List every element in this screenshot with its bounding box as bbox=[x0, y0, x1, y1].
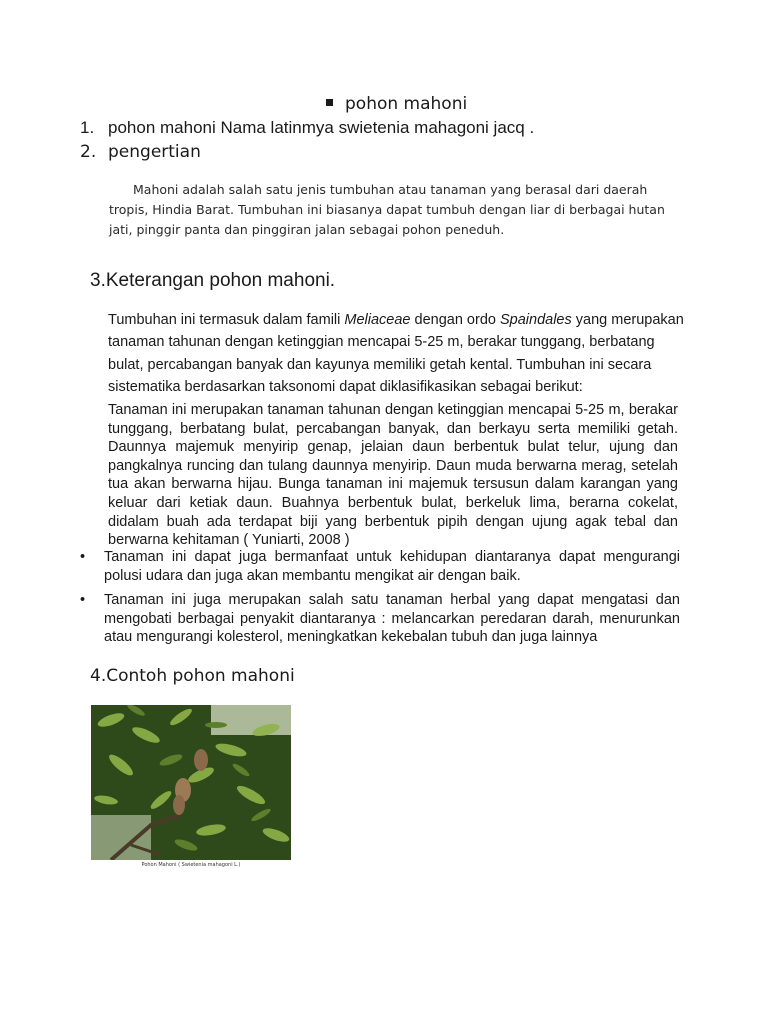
family-paragraph bbox=[108, 309, 684, 398]
photo-caption: Pohon Mahoni ( Swietenia mahagoni L.) bbox=[141, 862, 241, 868]
benefits-list bbox=[80, 548, 680, 653]
description-paragraph: Tanaman ini merupakan tanaman tahunan dengan ketinggian mencapai 5-25 m, berakar tunggang, berbatang bulat, percabangan banyak, dan berkayu serta memiliki getah. Daunnya majemuk menyirip genap, jelaian daun berbentuk bulat telur, ujung dan pangkalnya runcing dan tulang daunnya menyirip. Daun muda berwarna merag, setelah tua akan berwarna hijau. Bunga tanaman ini majemuk tersusun dalam karangan yang keluar dari ketiak daun. Buahnya berbentuk bulat, berkeluk lima, berarna cokelat, didalam buah ada terdapat biji yang berbentuk pipih dengan ujung agak tebal dan berwarna kehitaman ( Yuniarti, 2008 ) bbox=[108, 402, 678, 549]
numbered-item-1 bbox=[80, 118, 534, 138]
family-name: Meliaceae bbox=[344, 312, 411, 328]
section4-heading: 4.Contoh pohon mahoni bbox=[90, 666, 295, 686]
bullet-text: Tanaman ini juga merupakan salah satu tanaman herbal yang dapat mengatasi dan mengobati berbagai penyakit diantaranya : melancarkan peredaran darah, menurunkan atau mengurangi kolesterol, meningkatkan kekebalan tubuh dan juga lainnya bbox=[104, 592, 680, 646]
mahogany-tree-photo bbox=[91, 705, 291, 860]
bullet-dot-icon: • bbox=[80, 592, 86, 609]
square-bullet-icon bbox=[326, 99, 333, 106]
family-pre: Tumbuhan ini termasuk dalam famili bbox=[108, 312, 345, 328]
list-item bbox=[80, 591, 680, 647]
family-post: yang merupakan tanaman tahunan dengan ketinggian mencapai 5-25 m, berakar tunggang, berbatang bulat, percabangan banyak dan kayunya memiliki getah kental. Tumbuhan ini secara sistematika berdasarkan taksonomi dapat diklasifikasikan sebagai berikut: bbox=[108, 312, 684, 395]
family-mid: dengan ordo bbox=[410, 312, 500, 328]
title-line bbox=[326, 94, 467, 114]
bullet-text: Tanaman ini dapat juga bermanfaat untuk kehidupan diantaranya dapat mengurangi polusi udara dan juga akan membantu mengikat air dengan baik. bbox=[104, 549, 680, 584]
list-text: pengertian bbox=[108, 142, 201, 162]
definition-paragraph bbox=[109, 180, 689, 240]
definition-text: Mahoni adalah salah satu jenis tumbuhan atau tanaman yang berasal dari daerah tropis, Hindia Barat. Tumbuhan ini biasanya dapat tumbuh dengan liar di berbagai hutan jati, pinggir panta dan pinggiran jalan sebagai pohon peneduh. bbox=[109, 182, 665, 237]
list-number: 2. bbox=[80, 142, 97, 162]
tree-illustration bbox=[91, 705, 291, 860]
numbered-item-2 bbox=[80, 142, 201, 162]
bullet-dot-icon: • bbox=[80, 549, 86, 565]
list-item bbox=[80, 548, 680, 585]
title-text: pohon mahoni bbox=[345, 94, 468, 114]
list-text: pohon mahoni Nama latinmya swietenia mahagoni jacq . bbox=[108, 118, 535, 137]
list-number: 1. bbox=[80, 118, 95, 137]
section3-heading: 3.Keterangan pohon mahoni. bbox=[90, 270, 336, 291]
order-name: Spaindales bbox=[499, 312, 572, 328]
